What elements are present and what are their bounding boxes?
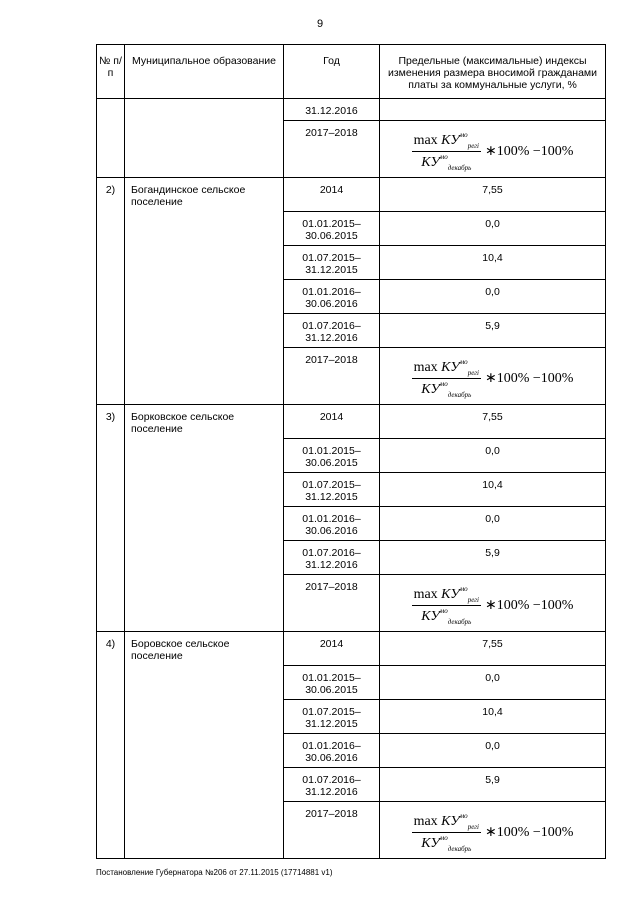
period-cell: 01.07.2016– 31.12.2016 — [284, 541, 380, 575]
period-cell: 2014 — [284, 632, 380, 666]
formula-sub-num: pегi — [467, 596, 479, 604]
formula-sup: мо — [459, 358, 468, 366]
formula-tail: ∗100% −100% — [484, 371, 574, 386]
formula-sub-num: pегi — [467, 142, 479, 150]
formula-fraction — [412, 131, 481, 172]
period-cell: 2014 — [284, 178, 380, 212]
index-formula — [412, 131, 574, 172]
formula-max: max — [413, 133, 438, 148]
period-cell: 01.01.2016– 30.06.2016 — [284, 280, 380, 314]
municipality-name — [125, 99, 284, 178]
index-value-cell: 0,0 — [380, 507, 606, 541]
header-num: № п/п — [97, 45, 125, 99]
formula-sup: мо — [439, 834, 448, 842]
formula-fraction — [412, 358, 481, 399]
formula-sup: мо — [459, 585, 468, 593]
formula-ky: КУ — [441, 587, 460, 602]
period-cell: 01.07.2016– 31.12.2016 — [284, 768, 380, 802]
formula-numerator — [412, 585, 481, 606]
formula-sup: мо — [459, 131, 468, 139]
formula-sup: мо — [439, 607, 448, 615]
formula-tail: ∗100% −100% — [484, 144, 574, 159]
formula-tail: ∗100% −100% — [484, 598, 574, 613]
period-cell: 2017–2018 — [284, 121, 380, 178]
period-cell: 2017–2018 — [284, 348, 380, 405]
formula-sub-den: декабрь — [447, 618, 472, 626]
period-cell: 01.01.2016– 30.06.2016 — [284, 734, 380, 768]
index-value-cell — [380, 99, 606, 121]
table-row — [97, 178, 606, 212]
row-number: 2) — [97, 178, 125, 405]
formula-fraction — [412, 585, 481, 626]
index-value-cell: 5,9 — [380, 541, 606, 575]
municipality-name: Боровское сельское поселение — [125, 632, 284, 859]
period-cell: 01.01.2016– 30.06.2016 — [284, 507, 380, 541]
municipality-name: Богандинское сельское поселение — [125, 178, 284, 405]
period-cell: 2017–2018 — [284, 802, 380, 859]
index-value-cell: 0,0 — [380, 212, 606, 246]
formula-sup: мо — [459, 812, 468, 820]
period-cell: 01.07.2015– 31.12.2015 — [284, 246, 380, 280]
index-value-cell — [380, 575, 606, 632]
period-cell: 01.07.2016– 31.12.2016 — [284, 314, 380, 348]
period-cell: 01.07.2015– 31.12.2015 — [284, 473, 380, 507]
period-cell: 01.01.2015– 30.06.2015 — [284, 212, 380, 246]
header-index: Предельные (максимальные) индексы изменения размера вносимой гражданами платы за коммунальные услуги, % — [380, 45, 606, 99]
formula-ky: КУ — [441, 133, 460, 148]
table-row — [97, 405, 606, 439]
header-year: Год — [284, 45, 380, 99]
index-value-cell: 7,55 — [380, 405, 606, 439]
table-header-row — [97, 45, 606, 99]
formula-denominator — [419, 379, 473, 399]
row-number: 3) — [97, 405, 125, 632]
formula-ky: КУ — [421, 836, 440, 851]
index-formula — [412, 812, 574, 853]
index-value-cell: 7,55 — [380, 632, 606, 666]
index-value-cell: 5,9 — [380, 768, 606, 802]
formula-sub-num: pегi — [467, 369, 479, 377]
formula-numerator — [412, 812, 481, 833]
formula-tail: ∗100% −100% — [484, 825, 574, 840]
index-value-cell — [380, 121, 606, 178]
formula-numerator — [412, 131, 481, 152]
formula-max: max — [413, 360, 438, 375]
index-formula — [412, 358, 574, 399]
formula-ky: КУ — [441, 814, 460, 829]
formula-ky: КУ — [441, 360, 460, 375]
index-value-cell: 0,0 — [380, 439, 606, 473]
index-value-cell: 0,0 — [380, 280, 606, 314]
index-value-cell: 10,4 — [380, 700, 606, 734]
period-cell: 01.07.2015– 31.12.2015 — [284, 700, 380, 734]
index-value-cell: 10,4 — [380, 246, 606, 280]
formula-ky: КУ — [421, 609, 440, 624]
formula-ky: КУ — [421, 382, 440, 397]
formula-sub-den: декабрь — [447, 164, 472, 172]
index-value-cell: 7,55 — [380, 178, 606, 212]
formula-denominator — [419, 606, 473, 626]
index-value-cell — [380, 802, 606, 859]
period-cell: 01.01.2015– 30.06.2015 — [284, 666, 380, 700]
index-value-cell: 0,0 — [380, 666, 606, 700]
municipality-name: Борковское сельское поселение — [125, 405, 284, 632]
period-cell: 01.01.2015– 30.06.2015 — [284, 439, 380, 473]
index-formula — [412, 585, 574, 626]
formula-denominator — [419, 152, 473, 172]
table-row — [97, 99, 606, 121]
index-value-cell: 5,9 — [380, 314, 606, 348]
header-municipality: Муниципальное образование — [125, 45, 284, 99]
period-cell: 2017–2018 — [284, 575, 380, 632]
formula-ky: КУ — [421, 155, 440, 170]
table-row — [97, 632, 606, 666]
formula-max: max — [413, 814, 438, 829]
index-value-cell: 10,4 — [380, 473, 606, 507]
formula-max: max — [413, 587, 438, 602]
formula-sup: мо — [439, 380, 448, 388]
formula-numerator — [412, 358, 481, 379]
period-cell: 31.12.2016 — [284, 99, 380, 121]
formula-sub-den: декабрь — [447, 845, 472, 853]
tariff-table — [96, 44, 606, 859]
formula-denominator — [419, 833, 473, 853]
formula-sub-num: pегi — [467, 823, 479, 831]
page-number: 9 — [316, 18, 324, 30]
formula-sup: мо — [439, 153, 448, 161]
index-value-cell: 0,0 — [380, 734, 606, 768]
formula-fraction — [412, 812, 481, 853]
row-number: 4) — [97, 632, 125, 859]
row-number — [97, 99, 125, 178]
index-value-cell — [380, 348, 606, 405]
formula-sub-den: декабрь — [447, 391, 472, 399]
footer-text: Постановление Губернатора №206 от 27.11.2015 (17714881 v1) — [96, 868, 333, 877]
period-cell: 2014 — [284, 405, 380, 439]
